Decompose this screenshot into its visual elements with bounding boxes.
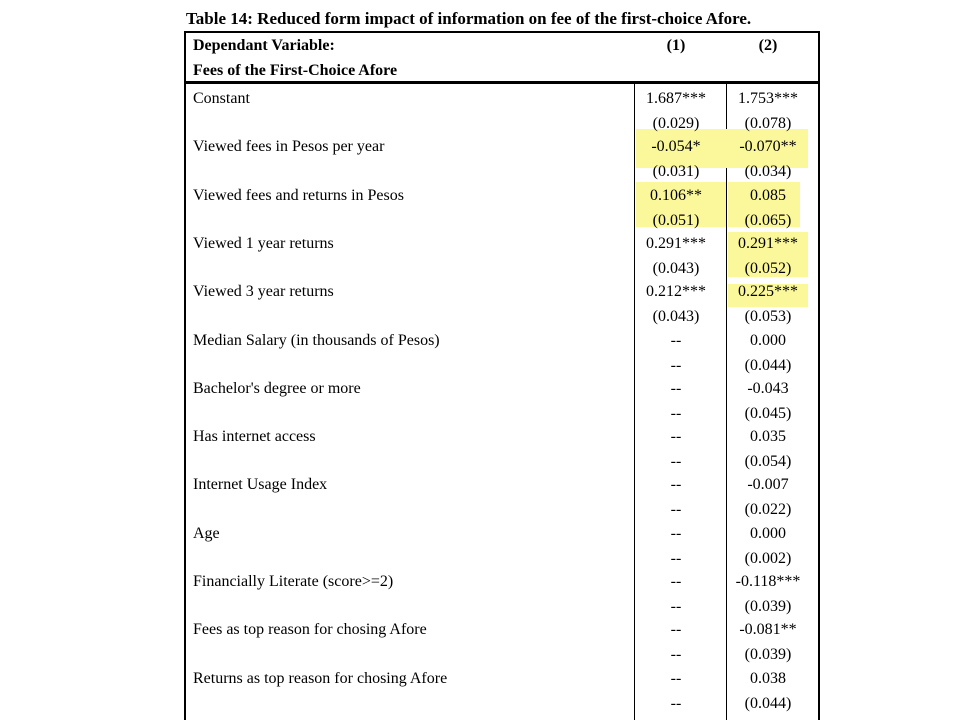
coefficient-col1: 1.687*** <box>646 90 706 107</box>
std-error-col1: -- <box>670 453 682 471</box>
dependent-variable-label: Dependant Variable: <box>193 37 335 54</box>
std-error-col2: (0.044) <box>744 694 792 712</box>
row-label: Viewed fees in Pesos per year <box>193 138 385 156</box>
row-label: Age <box>193 524 220 542</box>
row-label: Constant <box>193 90 250 107</box>
coefficient-col2: -0.118*** <box>735 573 801 590</box>
row-label: Bachelor's degree or more <box>193 379 361 397</box>
row-label: Viewed fees and returns in Pesos <box>193 186 404 204</box>
std-error-col2: (0.039) <box>744 646 792 664</box>
std-error-col2: (0.054) <box>744 453 792 471</box>
coefficient-col1: -0.054* <box>651 138 701 156</box>
row-label: Has internet access <box>193 428 316 446</box>
std-error-col1: (0.031) <box>652 163 700 181</box>
coefficient-col2: -0.070** <box>739 138 797 156</box>
std-error-col1: -- <box>670 694 682 712</box>
coefficient-col1: -- <box>670 379 682 397</box>
coefficient-col2: 0.000 <box>750 331 786 349</box>
std-error-col2: (0.045) <box>744 404 792 422</box>
column-header-1: (1) <box>666 37 686 54</box>
coefficient-col2: 1.753*** <box>738 90 798 107</box>
row-label: Financially Literate (score>=2) <box>193 573 394 590</box>
coefficient-col1: -- <box>670 428 682 446</box>
row-label: Fees as top reason for chosing Afore <box>193 621 427 639</box>
std-error-col1: -- <box>670 549 682 567</box>
std-error-col1: -- <box>670 356 682 374</box>
std-error-col1: (0.043) <box>652 308 700 326</box>
std-error-col2: (0.052) <box>744 259 792 277</box>
coefficient-col1: -- <box>670 573 682 590</box>
row-label: Viewed 1 year returns <box>193 234 334 252</box>
coefficient-col2: 0.291*** <box>738 234 798 252</box>
std-error-col2: (0.053) <box>744 308 792 326</box>
coefficient-col2: -0.007 <box>747 476 789 494</box>
coefficient-col2: 0.085 <box>750 186 786 204</box>
std-error-col1: (0.029) <box>652 115 700 132</box>
coefficient-col1: 0.291*** <box>646 234 706 252</box>
coefficient-col1: -- <box>670 669 682 687</box>
coefficient-col2: -0.043 <box>747 379 789 397</box>
row-label: Viewed 3 year returns <box>193 283 334 301</box>
std-error-col1: (0.051) <box>652 211 700 229</box>
row-label: Internet Usage Index <box>193 476 328 494</box>
row-label: Returns as top reason for chosing Afore <box>193 669 448 687</box>
std-error-col2: (0.002) <box>744 549 792 567</box>
header-rule <box>184 81 820 84</box>
std-error-col2: (0.065) <box>744 211 792 229</box>
table-title: Table 14: Reduced form impact of information on fee of the first-choice Afore. <box>186 9 752 28</box>
coefficient-col1: 0.106** <box>650 186 702 204</box>
coefficient-col1: -- <box>670 524 682 542</box>
coefficient-col2: 0.038 <box>750 669 786 687</box>
column-header-2: (2) <box>758 37 778 54</box>
coefficient-col2: 0.035 <box>750 428 786 446</box>
std-error-col2: (0.034) <box>744 163 792 181</box>
std-error-col1: -- <box>670 646 682 664</box>
std-error-col1: -- <box>670 501 682 519</box>
std-error-col1: -- <box>670 598 682 615</box>
coefficient-col2: 0.225*** <box>738 283 798 301</box>
coefficient-col1: -- <box>670 331 682 349</box>
coefficient-col1: -- <box>670 476 682 494</box>
coefficient-col2: -0.081** <box>739 621 797 639</box>
std-error-col2: (0.022) <box>744 501 792 519</box>
std-error-col2: (0.039) <box>744 598 792 615</box>
std-error-col2: (0.078) <box>744 115 792 132</box>
row-label: Median Salary (in thousands of Pesos) <box>193 331 440 349</box>
std-error-col1: (0.043) <box>652 259 700 277</box>
std-error-col2: (0.044) <box>744 356 792 374</box>
coefficient-col2: 0.000 <box>750 524 786 542</box>
coefficient-col1: -- <box>670 621 682 639</box>
std-error-col1: -- <box>670 404 682 422</box>
coefficient-col1: 0.212*** <box>646 283 706 301</box>
dependent-variable-name: Fees of the First-Choice Afore <box>193 62 398 79</box>
